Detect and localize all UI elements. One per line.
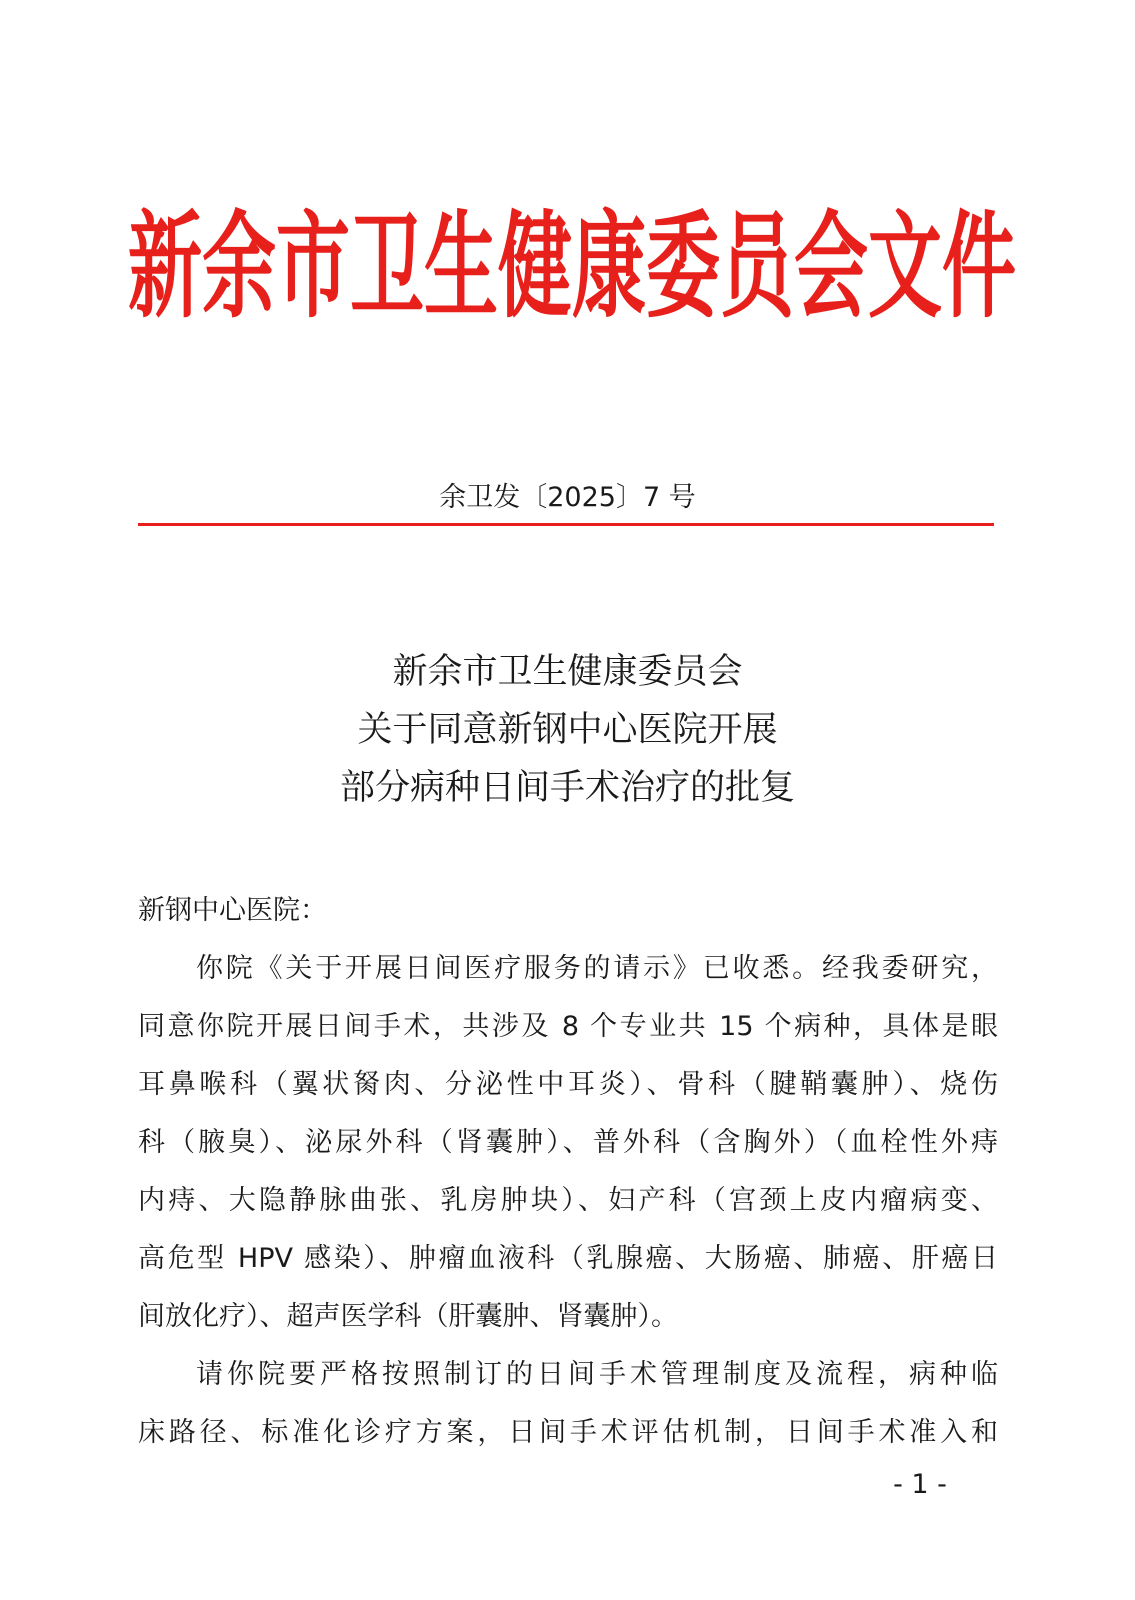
- red-divider-line: [138, 523, 994, 526]
- body-line: 间放化疗）、超声医学科（肝囊肿、肾囊肿）。: [138, 1301, 678, 1332]
- body-line: 你院《关于开展日间医疗服务的请示》已收悉。经我委研究，: [196, 953, 998, 984]
- document-title: [0, 643, 1135, 817]
- body-line: 同意你院开展日间手术，共涉及 8 个专业共 15 个病种，具体是眼: [138, 1011, 998, 1042]
- masthead-title: 新余市卫生健康委员会文件: [128, 200, 1016, 334]
- title-line: 部分病种日间手术治疗的批复: [339, 768, 795, 808]
- page-number: - 1 -: [893, 1469, 947, 1500]
- body-line: 高危型 HPV 感染）、肿瘤血液科（乳腺癌、大肠癌、肺癌、肝癌日: [138, 1243, 998, 1274]
- body-line: 耳鼻喉科（翼状胬肉、分泌性中耳炎）、骨科（腱鞘囊肿）、烧伤: [138, 1069, 998, 1100]
- body-line: 床路径、标准化诊疗方案，日间手术评估机制，日间手术准入和: [138, 1417, 998, 1448]
- document-number: 余卫发〔2025〕7 号: [439, 482, 696, 513]
- title-line: 新余市卫生健康委员会: [392, 652, 743, 692]
- salutation: 新钢中心医院：: [138, 895, 327, 926]
- body-line: 科（腋臭）、泌尿外科（肾囊肿）、普外科（含胸外）（血栓性外痔: [138, 1127, 998, 1158]
- title-line: 关于同意新钢中心医院开展: [357, 710, 778, 750]
- body-line: 请你院要严格按照制订的日间手术管理制度及流程，病种临: [196, 1359, 998, 1390]
- body-line: 内痔、大隐静脉曲张、乳房肿块）、妇产科（宫颈上皮内瘤病变、: [138, 1185, 998, 1216]
- document-body: [138, 882, 998, 1462]
